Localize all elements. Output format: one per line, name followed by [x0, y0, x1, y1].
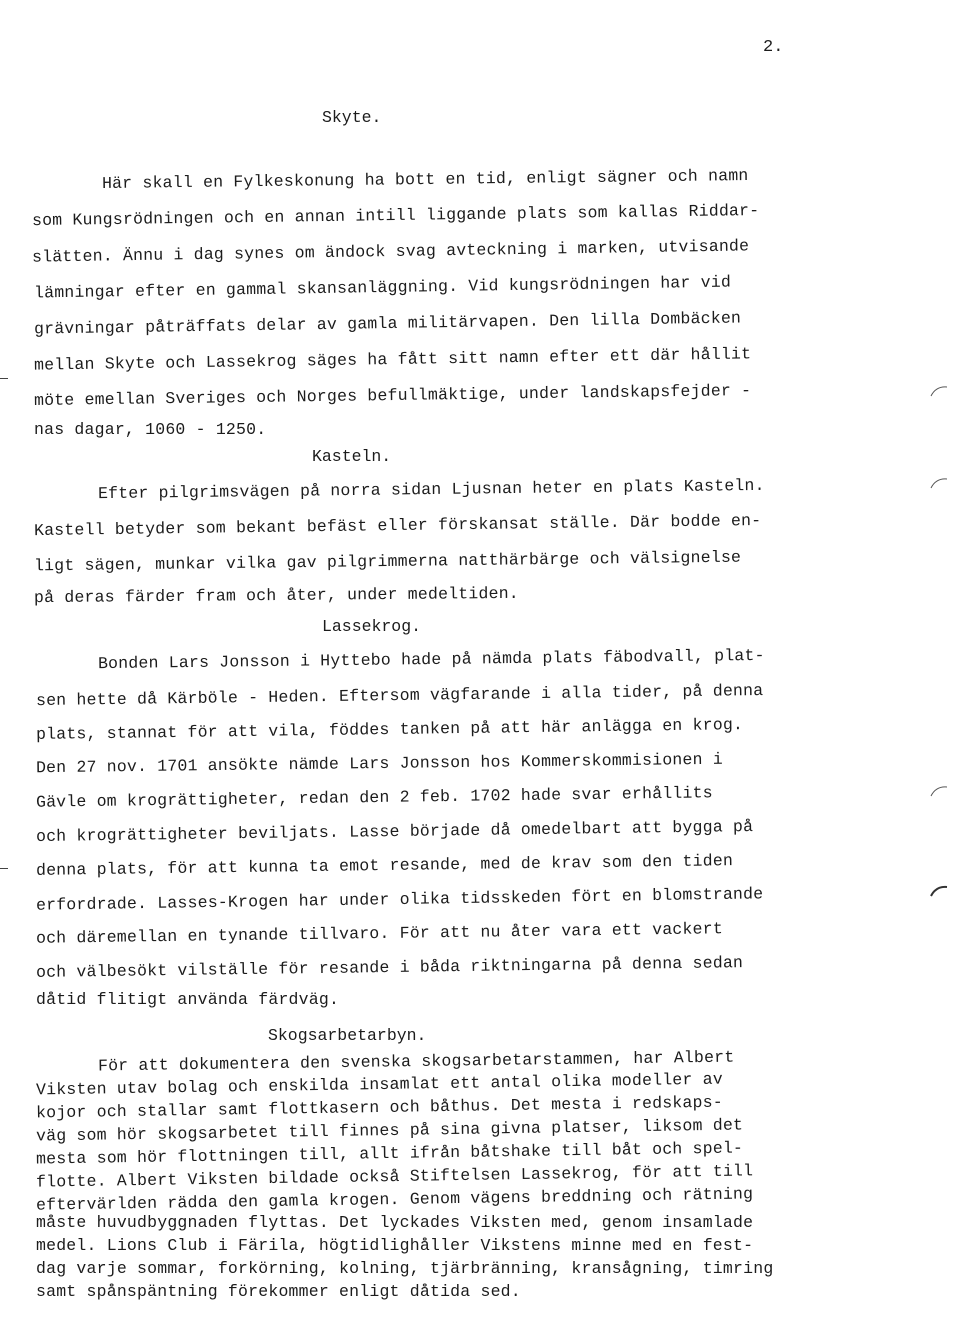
- text-line: medel. Lions Club i Färila, högtidlighåller Vikstens minne med en fest-: [36, 1236, 754, 1255]
- page-number: 2.: [763, 38, 784, 57]
- text-line: flotte. Albert Viksten bildade också Stiftelsen Lassekrog, för att till: [35, 1161, 754, 1192]
- margin-arc-mark: [930, 476, 948, 490]
- text-line: grävningar påträffats delar av gamla militärvapen. Den lilla Dombäcken: [33, 308, 742, 339]
- text-line: lämningar efter en gammal skansanläggning. Vid kungsrödningen har vid: [33, 272, 732, 303]
- text-line: dåtid flitigt använda färdväg.: [36, 990, 340, 1009]
- text-line: sen hette då Kärböle - Heden. Eftersom vägfarande i alla tider, på denna: [35, 680, 764, 711]
- text-line: som Kungsrödningen och en annan intill liggande plats som kallas Riddar-: [31, 200, 760, 231]
- margin-arc-mark: [930, 884, 948, 898]
- text-line: nas dagar, 1060 - 1250.: [34, 420, 267, 439]
- section-heading-skogsarbetarbyn: Skogsarbetarbyn.: [268, 1026, 427, 1045]
- text-line: Viksten utav bolag och enskilda insamlat ett antal olika modeller av: [35, 1069, 724, 1100]
- text-line: väg som hör skogsarbetet till finnes på sina givna platser, liksom det: [35, 1115, 744, 1146]
- text-line: Den 27 nov. 1701 ansökte nämde Lars Jonsson hos Kommerskommisionen i: [35, 749, 724, 778]
- margin-arc-mark: [930, 384, 948, 398]
- text-line: Efter pilgrimsvägen på norra sidan Ljusnan heter en plats Kasteln.: [97, 475, 765, 504]
- text-line: och däremellan en tynande tillvaro. För att nu åter vara ett vackert: [35, 919, 724, 948]
- text-line: ligt sägen, munkar vilka gav pilgrimmerna natthärbärge och välsignelse: [33, 547, 742, 576]
- text-line: kojor och stallar samt flottkasern och båthus. Det mesta i redskaps-: [35, 1092, 724, 1123]
- text-line: möte emellan Sveriges och Norges befullmäktige, under landskapsfejder -: [33, 380, 752, 411]
- text-line: samt spånspäntning förekommer enligt dåtida sed.: [36, 1282, 521, 1301]
- text-line: mesta som hör flottningen till, allt ifrån båtshake till båt och spel-: [35, 1138, 744, 1169]
- text-line: måste huvudbyggnaden flyttas. Det lyckades Viksten med, genom insamlade: [36, 1213, 754, 1232]
- text-line: denna plats, för att kunna ta emot resande, med de krav som den tiden: [35, 851, 734, 880]
- text-line: För att dokumentera den svenska skogsarbetarstammen, har Albert: [97, 1047, 735, 1076]
- text-line: och krogrättigheter beviljats. Lasse började då omedelbart att bygga på: [35, 816, 754, 847]
- text-line: och välbesökt vilställe för resande i båda riktningarna på denna sedan: [35, 953, 744, 982]
- text-line: dag varje sommar, forkörning, kolning, tjärbränning, kransågning, timring: [36, 1259, 774, 1278]
- text-line: plats, stannat för att vila, föddes tanken på att här anlägga en krog.: [35, 715, 744, 744]
- section-heading-skyte: Skyte.: [322, 108, 382, 127]
- margin-dash-mark: [0, 378, 8, 379]
- section-heading-kasteln: Kasteln.: [312, 447, 392, 466]
- text-line: erfordrade. Lasses-Krogen har under olika tidsskeden fört en blomstrande: [35, 884, 764, 915]
- text-line: Bonden Lars Jonsson i Hyttebo hade på nämda plats fäbodvall, plat-: [97, 645, 765, 674]
- text-line: Här skall en Fylkeskonung ha bott en tid, enligt sägner och namn: [101, 166, 749, 193]
- margin-dash-mark: [0, 868, 8, 869]
- text-line: slätten. Ännu i dag synes om ändock svag avteckning i marken, utvisande: [31, 236, 750, 267]
- text-line: mellan Skyte och Lassekrog säges ha fått sitt namn efter ett där hållit: [33, 344, 752, 375]
- section-heading-lassekrog: Lassekrog.: [322, 617, 422, 636]
- text-line: eftervärlden rädda den gamla krogen. Genom vägens breddning och rätning: [35, 1184, 754, 1215]
- text-line: på deras färder fram och åter, under medeltiden.: [33, 583, 519, 608]
- margin-arc-mark: [930, 784, 948, 798]
- text-line: Kastell betyder som bekant befäst eller förskansat ställe. Där bodde en-: [33, 510, 762, 541]
- text-line: Gävle om krogrättigheter, redan den 2 feb. 1702 hade svar erhållits: [35, 783, 713, 812]
